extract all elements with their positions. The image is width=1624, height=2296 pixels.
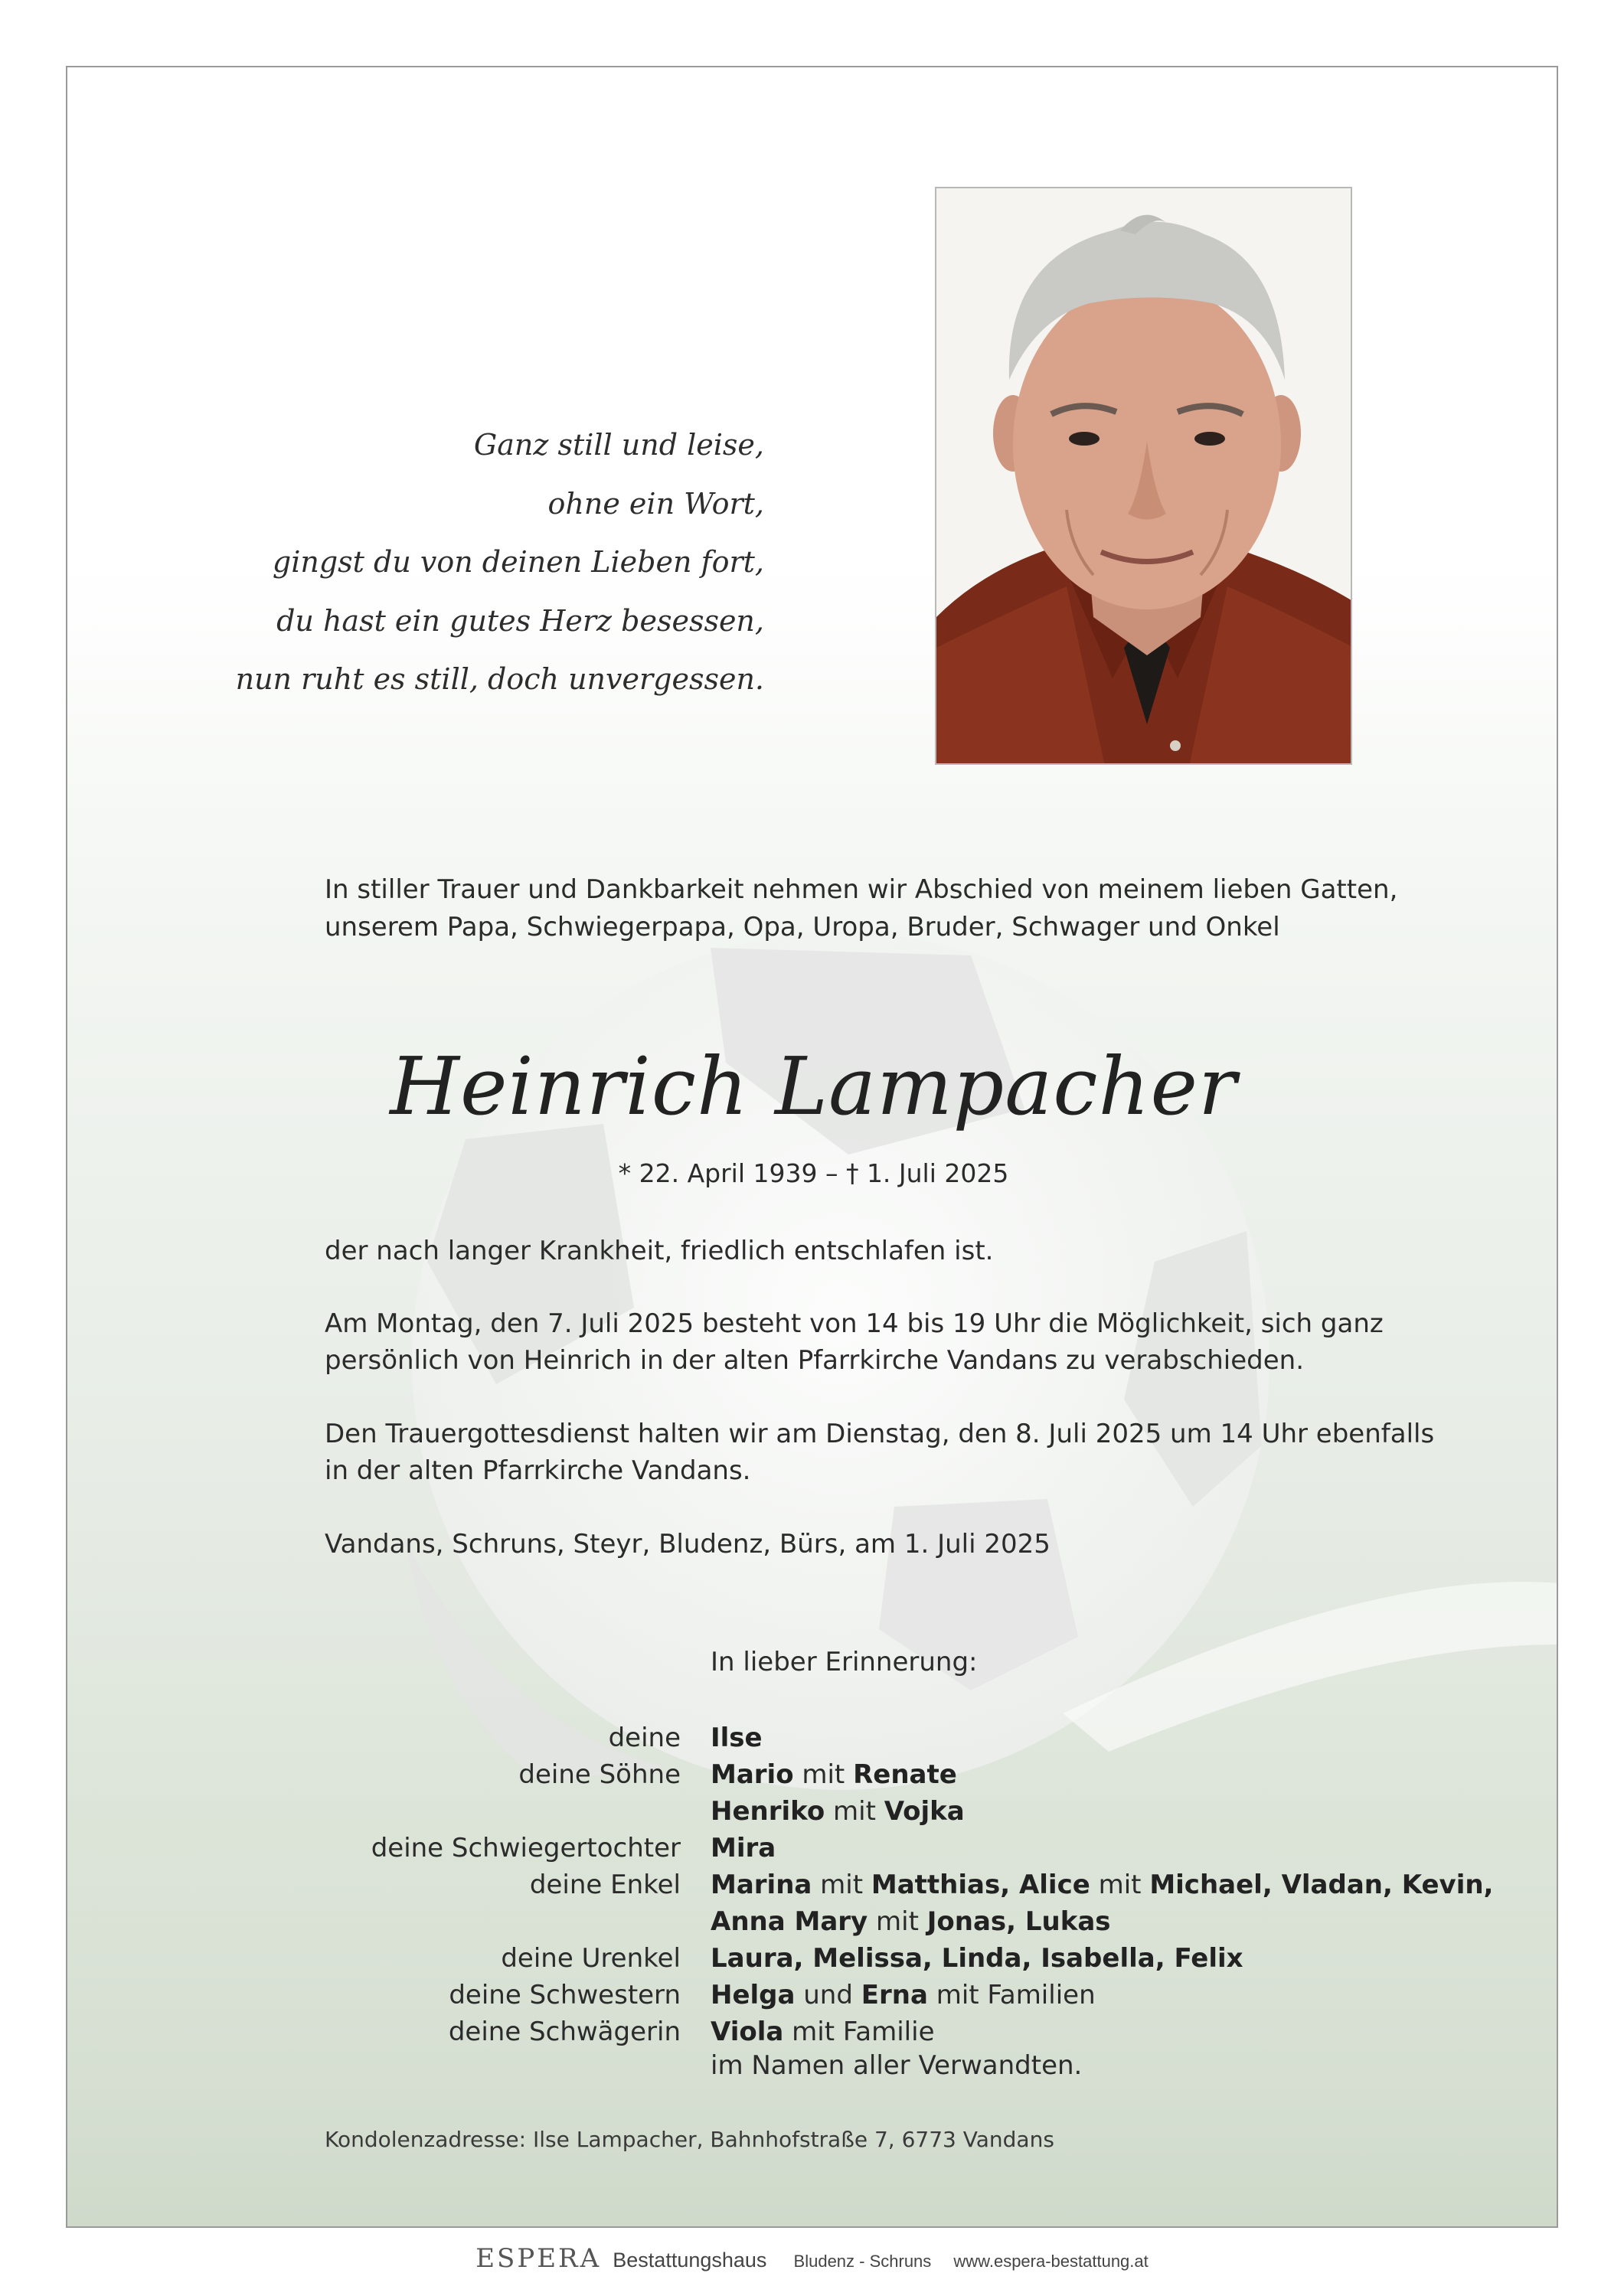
service-info bbox=[325, 1416, 1488, 1489]
relation-label: deine Söhne bbox=[518, 1759, 681, 1790]
closing-line: im Namen aller Verwandten. bbox=[711, 2050, 1083, 2081]
verse-line: nun ruht es still, doch unvergessen. bbox=[235, 662, 764, 696]
verse-line: ohne ein Wort, bbox=[547, 486, 764, 521]
condolence-address: Kondolenzadresse: Ilse Lampacher, Bahnhofstraße 7, 6773 Vandans bbox=[325, 2127, 1054, 2152]
footer bbox=[0, 2243, 1624, 2277]
family-row bbox=[67, 1720, 1558, 1756]
relation-label: deine Schwägerin bbox=[448, 2017, 681, 2047]
service-line: Den Trauergottesdienst halten wir am Dienstag, den 8. Juli 2025 um 14 Uhr ebenfalls bbox=[325, 1419, 1435, 1449]
relation-label: deine Urenkel bbox=[501, 1943, 681, 1974]
footer-website-link[interactable]: www.espera-bestattung.at bbox=[953, 2252, 1149, 2271]
family-row bbox=[67, 1793, 1558, 1830]
verse-line: Ganz still und leise, bbox=[473, 428, 764, 462]
verse-line: gingst du von deinen Lieben fort, bbox=[272, 545, 764, 579]
portrait-illustration bbox=[936, 188, 1352, 765]
family-names: Viola mit Familie bbox=[711, 2017, 935, 2047]
farewell-line: Am Montag, den 7. Juli 2025 besteht von 14 bis 19 Uhr die Möglichkeit, sich ganz bbox=[325, 1308, 1384, 1339]
portrait-photo bbox=[935, 187, 1352, 765]
relation-label: deine bbox=[608, 1723, 681, 1753]
death-note: der nach langer Krankheit, friedlich entschlafen ist. bbox=[325, 1236, 994, 1266]
farewell-info bbox=[325, 1305, 1488, 1379]
family-names: Marina mit Matthias, Alice mit Michael, Vladan, Kevin, bbox=[711, 1870, 1494, 1900]
family-row bbox=[67, 2013, 1558, 2050]
parte-card bbox=[66, 66, 1558, 2228]
family-names: Anna Mary mit Jonas, Lukas bbox=[711, 1906, 1111, 1937]
family-row bbox=[67, 1977, 1558, 2013]
verse-line: du hast ein gutes Herz besessen, bbox=[276, 603, 764, 638]
intro-line: unserem Papa, Schwiegerpapa, Opa, Uropa, Bruder, Schwager und Onkel bbox=[325, 912, 1280, 942]
footer-house: Bestattungshaus bbox=[613, 2249, 767, 2272]
intro-line: In stiller Trauer und Dankbarkeit nehmen wir Abschied von meinem lieben Gatten, bbox=[325, 874, 1398, 905]
family-names: Mario mit Renate bbox=[711, 1759, 957, 1790]
intro-text bbox=[325, 871, 1473, 946]
family-names: Helga und Erna mit Familien bbox=[711, 1980, 1096, 2010]
relation-label: deine Schwestern bbox=[449, 1980, 681, 2010]
relation-label: deine Enkel bbox=[529, 1870, 681, 1900]
family-names: Henriko mit Vojka bbox=[711, 1796, 965, 1827]
family-row bbox=[67, 1830, 1558, 1867]
family-row bbox=[67, 1867, 1558, 1903]
service-line: in der alten Pfarrkirche Vandans. bbox=[325, 1455, 751, 1486]
footer-locations: Bludenz - Schruns bbox=[793, 2252, 932, 2271]
family-row bbox=[67, 1903, 1558, 1940]
family-names: Ilse bbox=[711, 1723, 763, 1753]
memory-heading: In lieber Erinnerung: bbox=[711, 1647, 978, 1677]
family-row bbox=[67, 1940, 1558, 1977]
deceased-name: Heinrich Lampacher bbox=[390, 1040, 1237, 1133]
footer-brand: ESPERA bbox=[475, 2243, 602, 2274]
life-dates: * 22. April 1939 – † 1. Juli 2025 bbox=[618, 1158, 1009, 1188]
memorial-verse bbox=[236, 416, 764, 709]
family-names: Laura, Melissa, Linda, Isabella, Felix bbox=[711, 1943, 1243, 1974]
family-row bbox=[67, 1756, 1558, 1793]
place-date: Vandans, Schruns, Steyr, Bludenz, Bürs, am 1. Juli 2025 bbox=[325, 1529, 1051, 1560]
farewell-line: persönlich von Heinrich in der alten Pfarrkirche Vandans zu verabschieden. bbox=[325, 1345, 1305, 1376]
family-names: Mira bbox=[711, 1833, 776, 1863]
relation-label: deine Schwiegertochter bbox=[371, 1833, 681, 1863]
